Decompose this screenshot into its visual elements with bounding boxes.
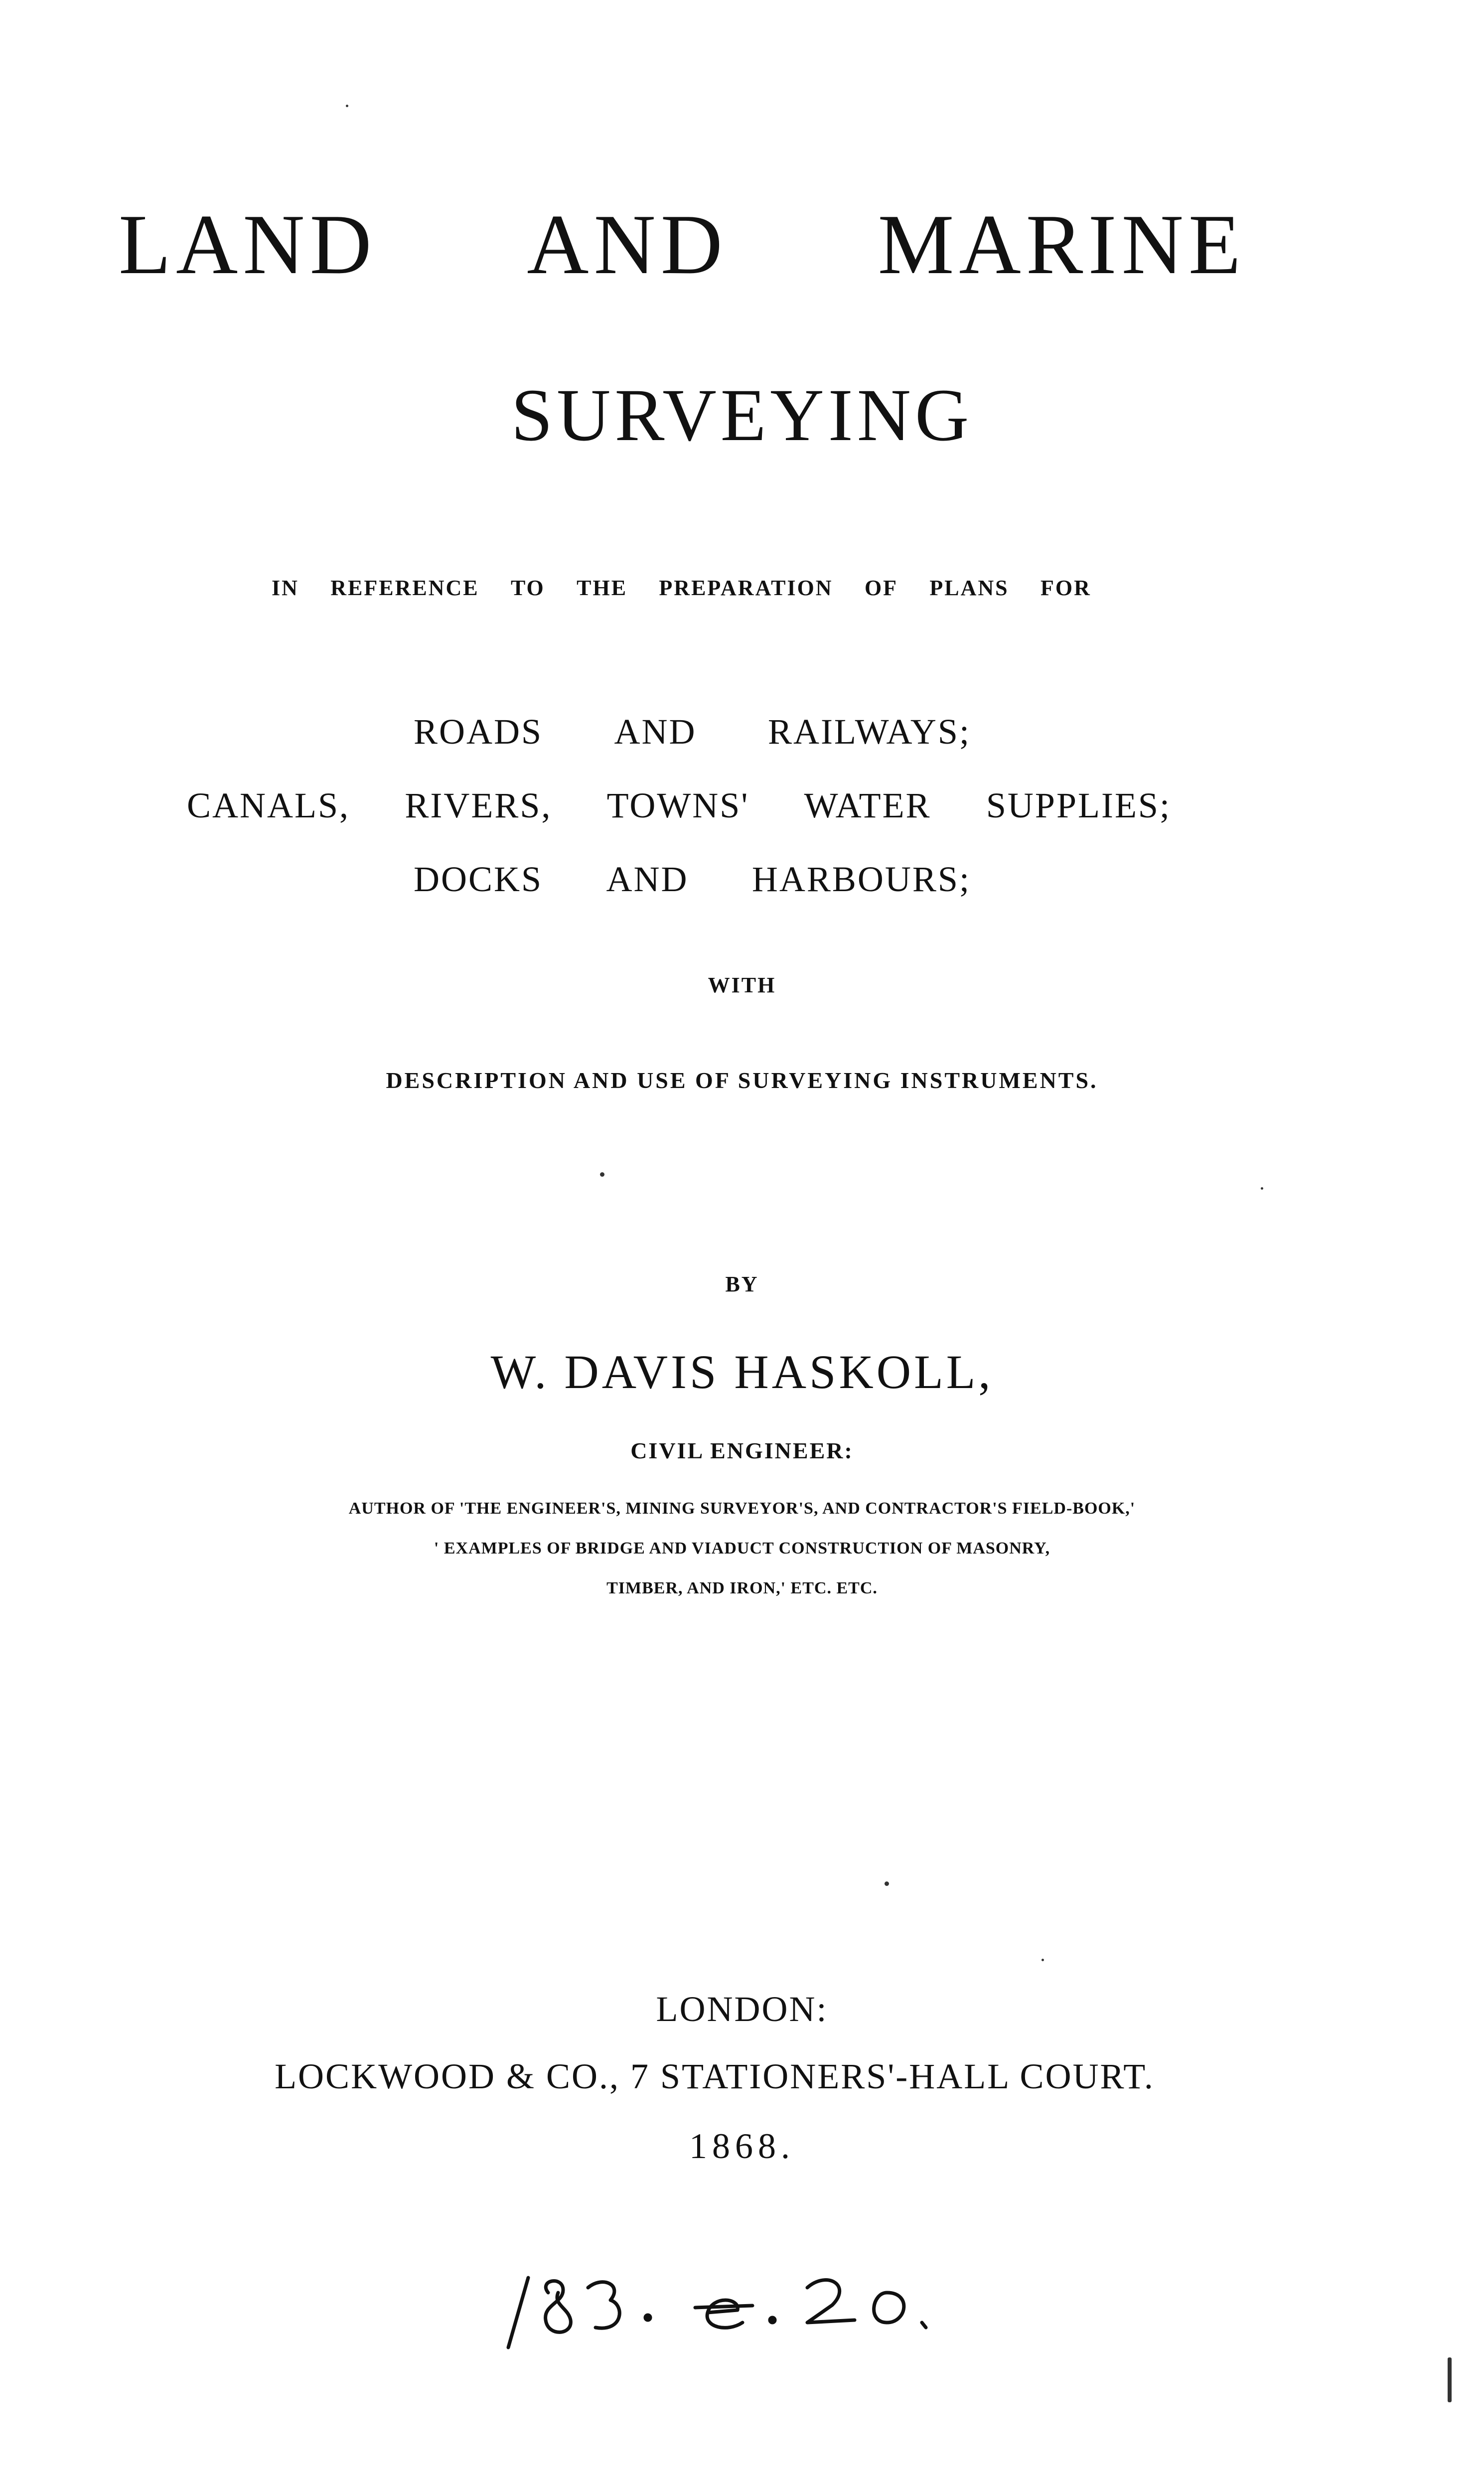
reference-word: REFERENCE <box>330 576 479 600</box>
subject-word: DOCKS <box>414 859 543 899</box>
reference-word: TO <box>511 576 545 600</box>
title-line-1 <box>119 197 1246 292</box>
subject-line-1 <box>414 714 971 750</box>
scan-speck <box>1041 1959 1044 1961</box>
reference-word: FOR <box>1040 576 1091 600</box>
reference-word: PREPARATION <box>659 576 833 600</box>
subject-word: HARBOURS; <box>751 859 971 899</box>
with-line: WITH <box>708 973 776 997</box>
imprint-publisher: LOCKWOOD & CO., 7 STATIONERS'-HALL COURT. <box>275 2056 1155 2096</box>
subject-word: WATER <box>804 785 931 825</box>
subject-line-2 <box>187 787 1171 823</box>
author-works-line-3: TIMBER, AND IRON,' ETC. ETC. <box>606 1579 878 1597</box>
title-word: LAND <box>119 197 377 292</box>
scan-speck <box>1448 2357 1452 2402</box>
title-word: AND <box>527 197 728 292</box>
author-role: CIVIL ENGINEER: <box>630 1438 854 1463</box>
imprint-year: 1868. <box>689 2126 795 2166</box>
subject-word: AND <box>606 859 689 899</box>
author-works-line-1: AUTHOR OF 'THE ENGINEER'S, MINING SURVEYOR'S, AND CONTRACTOR'S FIELD-BOOK,' <box>348 1499 1136 1518</box>
scan-speck <box>1261 1187 1263 1190</box>
imprint-city: LONDON: <box>656 1989 828 2029</box>
title-line-2: SURVEYING <box>511 374 973 457</box>
reference-word: IN <box>272 576 299 600</box>
scan-speck <box>885 1881 889 1886</box>
subject-word: RAILWAYS; <box>767 712 971 752</box>
title-word: MARINE <box>878 197 1246 292</box>
scan-speck <box>346 105 348 107</box>
subject-word: ROADS <box>414 712 543 752</box>
author-works-line-2: ' EXAMPLES OF BRIDGE AND VIADUCT CONSTRUCTION OF MASONRY, <box>434 1539 1050 1558</box>
reference-word: THE <box>577 576 628 600</box>
instruments-line: DESCRIPTION AND USE OF SURVEYING INSTRUMENTS. <box>386 1068 1098 1093</box>
handwritten-shelfmark <box>488 2258 1037 2357</box>
reference-word: OF <box>864 576 898 600</box>
subject-line-3 <box>414 861 971 897</box>
subject-word: AND <box>614 712 697 752</box>
scan-speck <box>600 1172 604 1177</box>
subject-word: CANALS, <box>187 785 350 825</box>
reference-word: PLANS <box>929 576 1009 600</box>
reference-line <box>272 577 1091 599</box>
subject-word: TOWNS' <box>606 785 749 825</box>
by-line: BY <box>725 1272 759 1296</box>
subject-word: RIVERS, <box>405 785 552 825</box>
subject-word: SUPPLIES; <box>986 785 1171 825</box>
author-name: W. DAVIS HASKOLL, <box>490 1345 994 1399</box>
